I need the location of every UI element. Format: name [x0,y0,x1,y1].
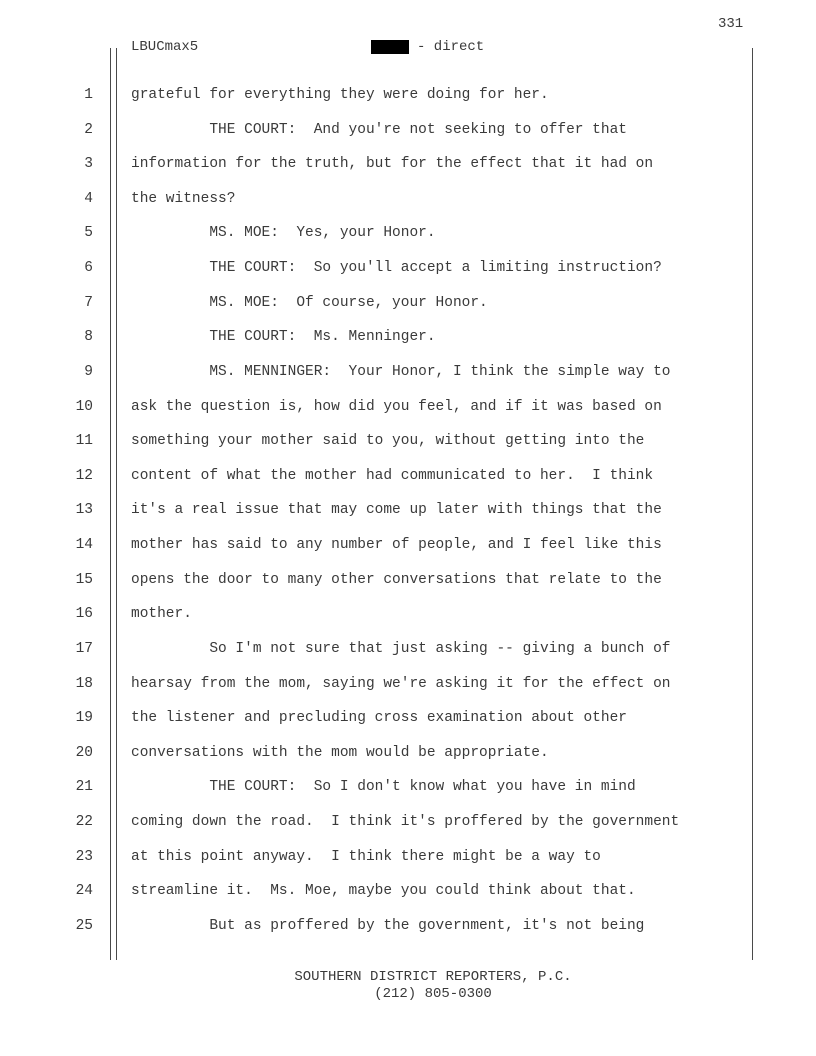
transcript-line [0,812,816,832]
line-text: it's a real issue that may come up later with things that the [131,502,662,519]
footer [0,969,816,1003]
line-number: 22 [75,814,93,831]
line-number: 21 [75,779,93,796]
line-text: ask the question is, how did you feel, and if it was based on [131,398,662,415]
line-text: THE COURT: So I don't know what you have in mind [131,779,636,796]
redaction-block [371,40,409,54]
transcript-line [0,708,816,728]
line-number: 6 [84,260,93,277]
transcript-line [0,223,816,243]
transcript-line [0,535,816,555]
line-text: THE COURT: Ms. Menninger. [131,329,436,346]
transcript-line [0,604,816,624]
line-number: 14 [75,537,93,554]
line-text: conversations with the mom would be appropriate. [131,744,549,761]
line-text: mother has said to any number of people, and I feel like this [131,537,662,554]
line-number: 24 [75,883,93,900]
line-text: MS. MENNINGER: Your Honor, I think the simple way to [131,363,671,380]
line-text: streamline it. Ms. Moe, maybe you could think about that. [131,883,636,900]
line-number: 23 [75,848,93,865]
transcript-line [0,674,816,694]
line-number: 18 [75,675,93,692]
line-number: 7 [84,294,93,311]
line-number: 2 [84,121,93,138]
line-text: the listener and precluding cross examination about other [131,710,627,727]
transcript-line [0,881,816,901]
transcript-line [0,743,816,763]
transcript-line [0,431,816,451]
line-number: 13 [75,502,93,519]
line-number: 1 [84,87,93,103]
line-text: the witness? [131,190,236,207]
transcript-line [0,258,816,278]
line-number: 16 [75,606,93,623]
line-text: coming down the road. I think it's proffered by the government [131,814,680,831]
line-text: So I'm not sure that just asking -- giving a bunch of [131,640,671,657]
line-text: But as proffered by the government, it's not being [131,917,645,934]
page-number: 331 [718,16,744,32]
line-text: THE COURT: And you're not seeking to offer that [131,121,627,138]
line-number: 10 [75,398,93,415]
line-number: 5 [84,225,93,242]
examination-type: - direct [417,39,485,55]
line-number: 25 [75,917,93,934]
line-text: MS. MOE: Of course, your Honor. [131,294,488,311]
line-text: THE COURT: So you'll accept a limiting instruction? [131,260,662,277]
line-number: 3 [84,156,93,173]
line-text: opens the door to many other conversations that relate to the [131,571,662,588]
line-number: 11 [75,433,93,450]
line-text: information for the truth, but for the effect that it had on [131,156,654,173]
line-text: hearsay from the mom, saying we're asking it for the effect on [131,675,671,692]
transcript-line [0,293,816,313]
page-header [131,39,691,57]
line-number: 15 [75,571,93,588]
transcript-line [0,362,816,382]
transcript-line [0,327,816,347]
transcript-line [0,189,816,209]
transcript-line [0,777,816,797]
transcript-line [0,570,816,590]
line-number: 8 [84,329,93,346]
transcript-line [0,847,816,867]
line-number: 9 [84,363,93,380]
transcript-line [0,120,816,140]
line-text: something your mother said to you, without getting into the [131,433,645,450]
line-number: 17 [75,640,93,657]
transcript-line [0,154,816,174]
transcript-line [0,397,816,417]
line-number: 20 [75,744,93,761]
line-number: 4 [84,190,93,207]
footer-phone: (212) 805-0300 [374,986,492,1002]
transcript-line [0,500,816,520]
line-text: MS. MOE: Yes, your Honor. [131,225,436,242]
transcript-line [0,639,816,659]
footer-reporter: SOUTHERN DISTRICT REPORTERS, P.C. [294,969,572,985]
line-text: at this point anyway. I think there might be a way to [131,848,601,865]
line-text: content of what the mother had communicated to her. I think [131,467,654,484]
transcript-line [0,466,816,486]
case-code: LBUCmax5 [131,39,199,55]
line-text: mother. [131,606,192,623]
transcript-line [0,85,816,105]
line-number: 19 [75,710,93,727]
transcript-line [0,916,816,936]
line-number: 12 [75,467,93,484]
line-text: grateful for everything they were doing for her. [131,87,549,103]
